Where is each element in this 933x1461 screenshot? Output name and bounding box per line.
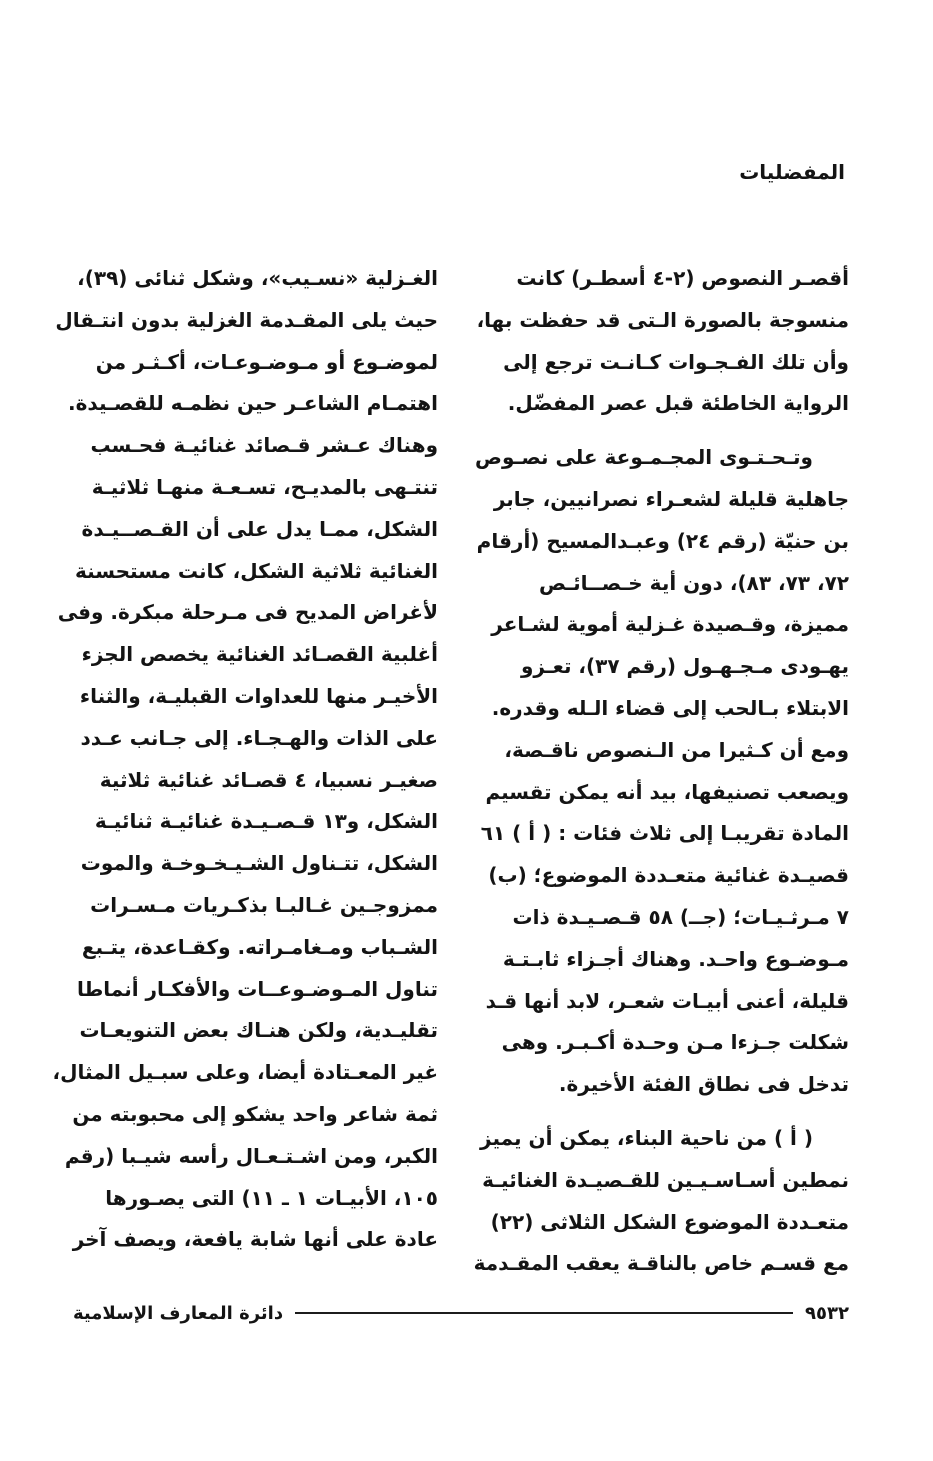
text-line: تدخل فى نطاق الفئة الأخيرة.	[558, 1072, 849, 1097]
text-line: قليلة، أعنى أبيـات شعـر، لابد أنها قـد	[485, 988, 849, 1013]
text-line: لموضـوع أو مـوضـوعـات، أكـثـر من	[95, 349, 438, 374]
text-line: مع قسـم خاص بالناقـة يعقب المقـدمة	[473, 1251, 849, 1276]
text-line: نمطين أسـاسـيـين للقـصيـدة الغنائيـة	[482, 1167, 849, 1192]
text-line: الابتلاء بـالحب إلى قضاء الـله وقدره.	[491, 695, 849, 720]
text-line: تناول المـوضـوعــات والأفكـار أنماطا	[76, 976, 438, 1001]
text-line: الشكل، تتـناول الشـيـخـوخـة والموت	[80, 851, 438, 876]
text-line: منسوجة بالصورة الـتى قد حفظت بها،	[476, 307, 849, 332]
text-line: أقصـر النصوص (٢-٤ أسطـر) كانت	[516, 266, 849, 290]
text-line: أغلبية القصـائد الغنائية يخصص الجزء	[81, 642, 438, 667]
text-line: ٧٢، ٧٣، ٨٣)، دون أية خـصــائـص	[538, 570, 849, 595]
text-line: الكبر، ومن اشـتـعـال رأسه شيـبا (رقم	[64, 1143, 438, 1168]
text-line: صغيـر نسبيا، ٤ قصـائد غنائية ثلاثية	[99, 767, 438, 792]
text-line: تنتـهى بالمديـح، تسـعـة منهـا ثلاثيـة	[91, 474, 438, 499]
text-line: بن حنيّة (رقم ٢٤) وعبـدالمسيح (أرقام	[476, 528, 849, 553]
text-line: مميزة، وقـصيدة غـزلية أموية لشـاعر	[491, 612, 849, 637]
text-line: ثمة شاعر واحد يشكو إلى محبوبته من	[72, 1101, 438, 1126]
text-line: غير المعـتادة أيضا، وعلى سبـيل المثال،	[52, 1060, 438, 1085]
text-column-left	[52, 258, 438, 1261]
page-title: المفضليات	[739, 160, 845, 184]
text-line: الشـباب ومـغامـراته. وكقـاعدة، يتـبع	[81, 934, 438, 959]
paragraph-gap	[485, 425, 849, 437]
text-line: جاهلية قليلة لشعـراء نصرانيين، جابر	[493, 486, 849, 511]
text-line: ممزوجـين غـالبـا بذكـريات مـسـرات	[90, 892, 438, 917]
text-line: حيث يلى المقـدمة الغزلية بدون انتـقال	[55, 307, 438, 332]
text-line: الغنائية ثلاثية الشكل، كانت مستحسنة	[74, 558, 438, 583]
text-line: وهناك عـشر قـصائد غنائيـة فحـسب	[90, 433, 438, 458]
paragraph-gap	[485, 1106, 849, 1118]
text-line: الغـزلية «نسـيب»، وشكل ثنائى (٣٩)،	[77, 266, 438, 290]
text-line: ويصعب تصنيفها، بيد أنه يمكن تقسيم	[485, 779, 849, 804]
text-line: ( أ ) من ناحية البناء، يمكن أن يميز	[480, 1125, 813, 1150]
footer-rule	[295, 1312, 793, 1314]
text-line: قصيـدة غنائية متعـددة الموضوع؛ (ب)	[488, 863, 849, 888]
text-line: الشكل، ممـا يدل على أن القـصــيـدة	[81, 516, 438, 541]
publication-title: دائرة المعارف الإسلامية	[73, 1302, 284, 1324]
page-number: ٩٥٣٢	[805, 1302, 849, 1324]
text-line: لأغراض المديح فى مـرحلة مبكرة. وفى	[57, 600, 438, 625]
text-line: الأخيـر منها للعداوات القبليـة، والثناء	[79, 683, 438, 708]
text-line: الرواية الخاطئة قبل عصر المفضّل.	[507, 391, 849, 416]
text-column-right	[473, 258, 849, 1285]
text-line: متعـددة الموضوع الشكل الثلاثى (٢٢)	[490, 1209, 849, 1234]
page-footer	[73, 1295, 849, 1331]
text-line: ١٠٥، الأبيـات ١ ـ ١١) التى يصـورها	[105, 1185, 438, 1210]
text-line: يهـودى مـجـهـول (رقم ٣٧)، تعـزو	[520, 654, 849, 679]
text-line: الشكل، و١٣ قـصـيـدة غنائيـة ثنائيـة	[94, 809, 438, 834]
text-line: تقليـدية، ولكن هنـاك بعض التنويعـات	[79, 1018, 438, 1043]
text-line: وأن تلك الفـجـوات كـانـت ترجع إلى	[503, 349, 849, 374]
text-line: على الذات والهـجـاء. إلى جـانب عـدد	[80, 725, 438, 750]
text-line: وتـحـتـوى المجـمـوعة على نصـوص	[475, 445, 813, 470]
text-line: ومع أن كـثيرا من الـنصوص ناقـصة،	[504, 737, 849, 762]
text-line: مـوضـوع واحـد. وهناك أجـزاء ثابـتـة	[502, 946, 849, 971]
text-line: اهتمـام الشاعـر حين نظمـه للقصـيدة.	[68, 391, 438, 416]
text-line: شكلت جـزءا مـن وحـدة أكـبـر. وهى	[501, 1030, 849, 1055]
text-line: ٧ مـرثـيـات؛ (جــ) ٥٨ قـصـيـدة ذات	[512, 904, 849, 929]
text-line: المادة تقريبـا إلى ثلاث فئات : ( أ ) ٦١	[480, 821, 849, 846]
text-line: عادة على أنها شابة يافعة، ويصف آخر	[72, 1227, 438, 1252]
